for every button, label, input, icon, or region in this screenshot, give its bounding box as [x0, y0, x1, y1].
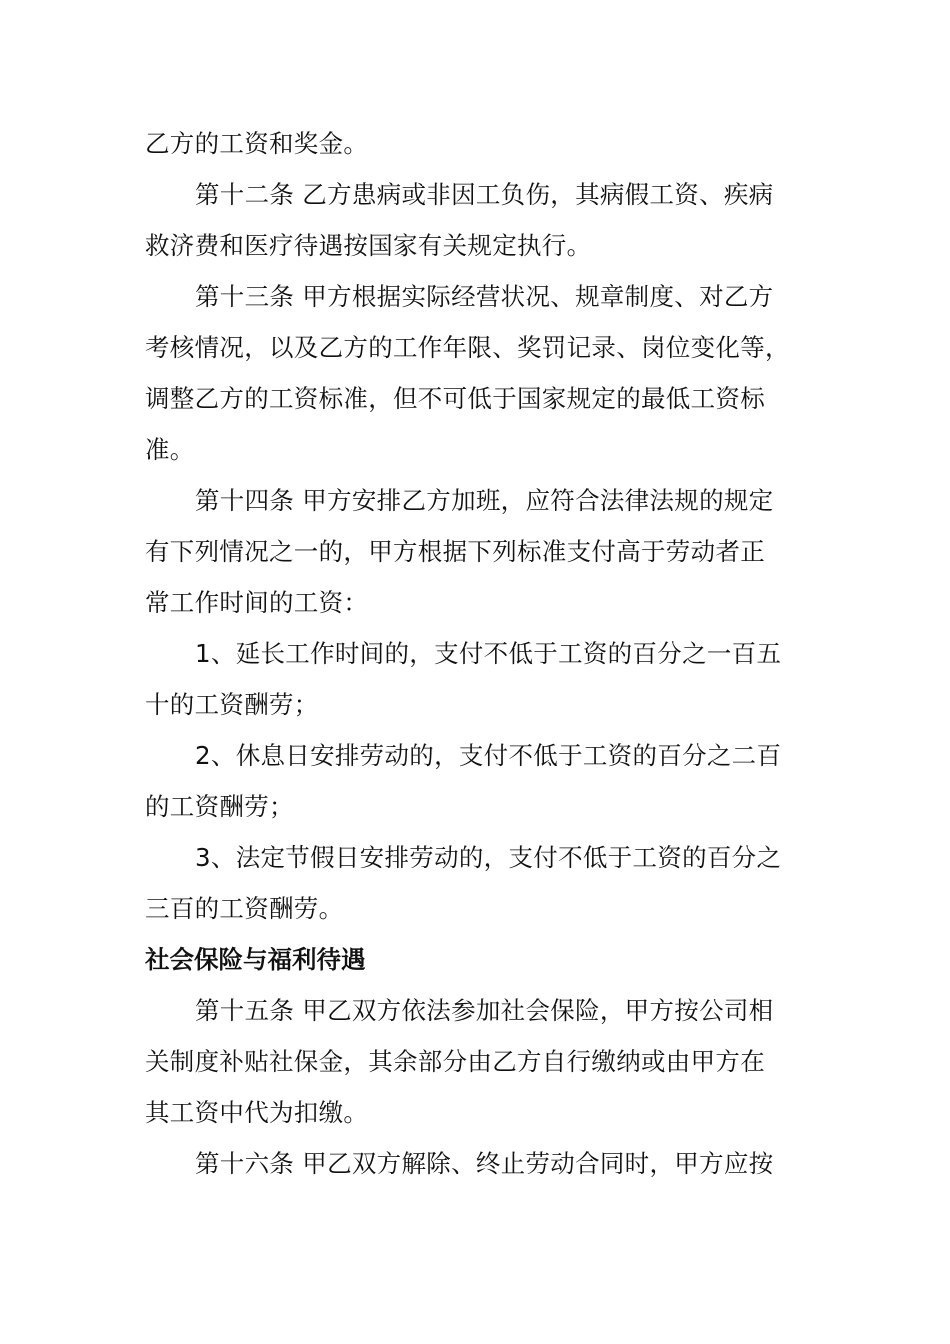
text-line: 考核情况，以及乙方的工作年限、奖罚记录、岗位变化等， — [145, 333, 790, 362]
text-line: 调整乙方的工资标准，但不可低于国家规定的最低工资标 — [145, 384, 765, 413]
text-line: 三百的工资酬劳。 — [145, 894, 344, 923]
paragraph — [145, 169, 805, 271]
text-line: 第十六条 甲乙双方解除、终止劳动合同时，甲方应按 — [195, 1149, 774, 1178]
text-line: 有下列情况之一的，甲方根据下列标准支付高于劳动者正 — [145, 537, 765, 566]
text-line: 其工资中代为扣缴。 — [145, 1098, 369, 1127]
text-line: 第十三条 甲方根据实际经营状况、规章制度、对乙方 — [195, 282, 774, 311]
paragraph — [145, 985, 805, 1138]
text-line: 3、法定节假日安排劳动的，支付不低于工资的百分之 — [195, 843, 782, 872]
paragraph — [145, 832, 805, 934]
text-line: 第十五条 甲乙双方依法参加社会保险，甲方按公司相 — [195, 996, 774, 1025]
text-line: 准。 — [145, 435, 195, 464]
text-line: 第十二条 乙方患病或非因工负伤，其病假工资、疾病 — [195, 180, 774, 209]
text-line: 救济费和医疗待遇按国家有关规定执行。 — [145, 231, 592, 260]
paragraph — [145, 1138, 805, 1189]
paragraph — [145, 730, 805, 832]
text-line: 常工作时间的工资： — [145, 588, 369, 617]
text-line: 乙方的工资和奖金。 — [145, 129, 369, 158]
paragraph — [145, 628, 805, 730]
text-line: 关制度补贴社保金，其余部分由乙方自行缴纳或由甲方在 — [145, 1047, 765, 1076]
text-line: 1、延长工作时间的，支付不低于工资的百分之一百五 — [195, 639, 782, 668]
text-line: 社会保险与福利待遇 — [145, 945, 366, 974]
text-line: 第十四条 甲方安排乙方加班，应符合法律法规的规定 — [195, 486, 774, 515]
paragraph — [145, 271, 805, 475]
text-line: 的工资酬劳； — [145, 792, 294, 821]
document-page — [145, 118, 805, 1189]
paragraph — [145, 475, 805, 628]
text-line: 2、休息日安排劳动的，支付不低于工资的百分之二百 — [195, 741, 782, 770]
section-heading — [145, 934, 805, 985]
paragraph — [145, 118, 805, 169]
text-line: 十的工资酬劳； — [145, 690, 319, 719]
